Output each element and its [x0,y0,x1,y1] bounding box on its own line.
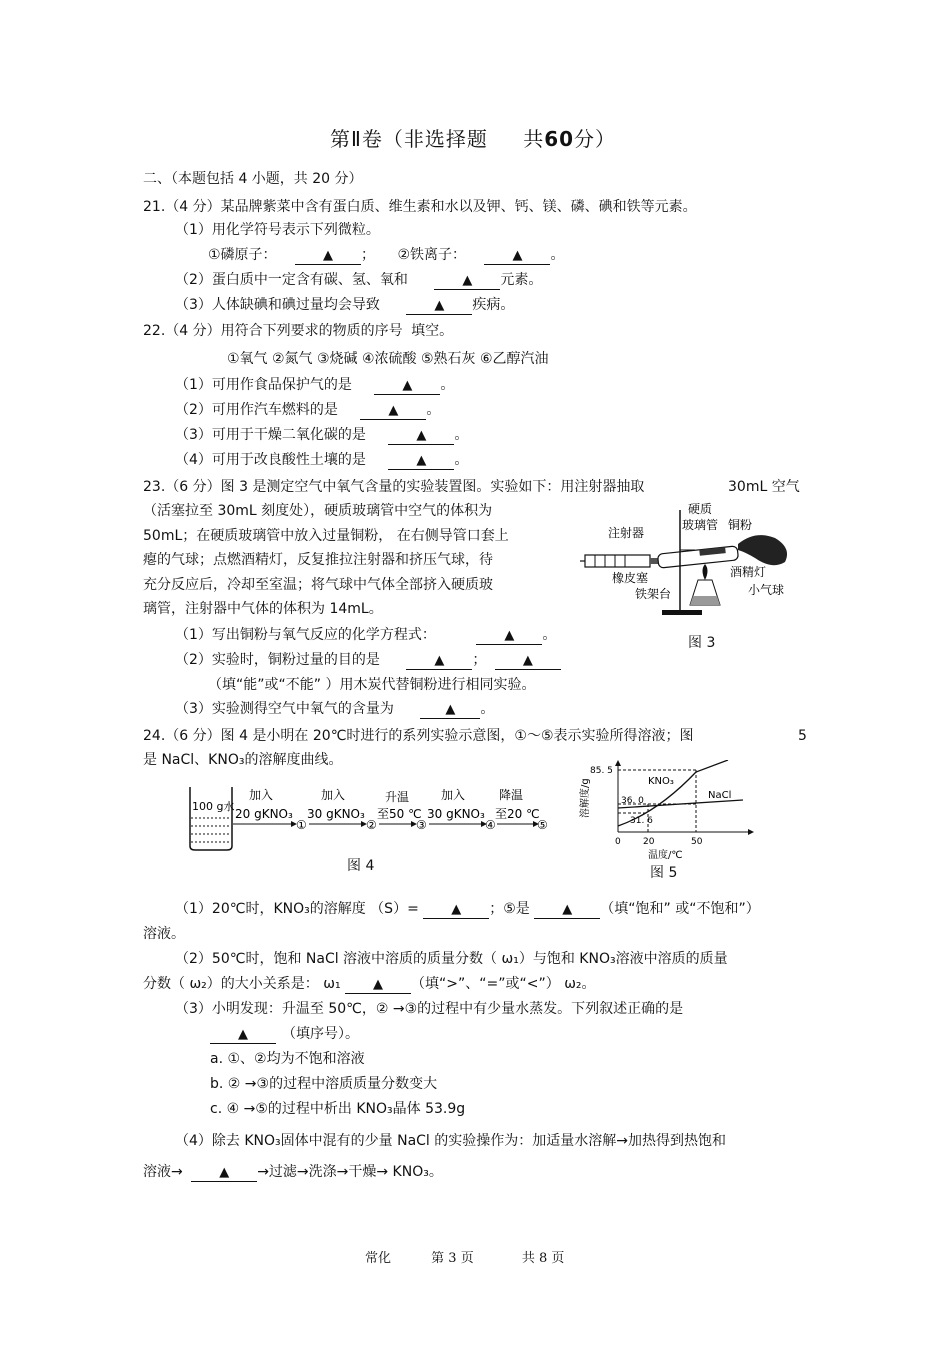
q24-s1-cont: 溶液。 [143,926,185,942]
answer-blank[interactable]: ▲ [423,902,489,919]
figure-4-process [185,782,550,854]
beaker-label: 100 g水 [192,800,235,813]
section-score-unit: 分） [574,127,617,151]
step4-bottom: 30 gKNO₃ [427,807,485,821]
chart-ylabel: 溶解度/g [580,778,591,818]
q23-s3-text: （3）实验测得空气中氧气的含量为 [175,701,394,717]
label-lamp: 酒精灯 [730,565,767,579]
q22-s1-line: （1）可用作食品保护气的是 ▲ 。 [175,377,455,393]
q24-s2b-line [143,975,596,994]
q22-options: ①氧气 ②氮气 ③烧碱 ④浓硫酸 ⑤熟石灰 ⑥乙醇汽油 [227,351,549,367]
q21-s1b-label: ②铁离子： [397,247,467,263]
solution-5: ⑤ [537,818,548,832]
answer-blank[interactable]: ▲ [388,428,454,445]
q22-s4-text: （4）可用于改良酸性土壤的是 [175,452,366,468]
q22-stem: 22.（4 分）用符合下列要求的物质的序号 [143,323,403,339]
q23-l2: （活塞拉至 30mL 刻度处），硬质玻璃管中空气的体积为 [143,503,493,519]
answer-blank[interactable]: ▲ [388,453,454,470]
figure-4-caption: 图 4 [347,858,375,874]
q24-s2b-text: 分数（ ω₂）的大小关系是： ω₁ [143,976,341,992]
page-footer [365,1250,564,1268]
step2-top: 加入 [321,788,346,802]
kno3-label: KNO₃ [648,776,674,787]
y-tick-31.6: 31. 6 [630,816,653,826]
q22-s2-text: （2）可用作汽车燃料的是 [175,402,338,418]
q23-s2b: （填“能”或“不能” ）用木炭代替铜粉进行相同实验。 [208,677,536,693]
q24-s4: （4）除去 KNO₃固体中混有的少量 NaCl 的实验操作为：加适量水溶解→加热得到热饱和 [175,1133,726,1149]
step2-bottom: 30 gKNO₃ [307,807,365,821]
label-tube-a: 硬质 [688,502,713,516]
nacl-label: NaCl [708,790,732,801]
y-tick-36: 36. 0 [621,796,644,806]
q24-s4b-text: 溶液→ [143,1164,183,1180]
q21-s1: （1）用化学符号表示下列微粒。 [175,222,380,238]
q22-s3-line: （3）可用于干燥二氧化碳的是 ▲ 。 [175,427,469,443]
q22-s1-text: （1）可用作食品保护气的是 [175,377,352,393]
q24-option-a: a. ①、②均为不饱和溶液 [210,1051,365,1067]
q22-stem-line [143,322,453,340]
answer-blank[interactable]: ▲ [345,977,411,994]
step5-top: 降温 [499,788,524,802]
glass-tube [657,546,738,568]
label-stand: 铁架台 [635,587,672,601]
label-balloon: 小气球 [748,583,785,597]
y-tick-85.5: 85. 5 [590,766,613,776]
answer-blank[interactable]: ▲ [406,298,472,315]
q22-s2-line: （2）可用作汽车燃料的是 ▲ 。 [175,402,441,418]
q22-stem-end: 填空。 [411,323,454,339]
q21-s1a-label: ①磷原子： [208,247,277,263]
answer-blank[interactable]: ▲ [374,378,440,395]
q23-l1: 23.（6 分）图 3 是测定空气中氧气含量的实验装置图。实验如下：用注射器抽取 [143,479,645,495]
footer-total: 共 8 页 [521,1251,565,1266]
q22-s3-text: （3）可用于干燥二氧化碳的是 [175,427,366,443]
x-tick-20: 20 [643,837,655,847]
section-title [330,127,617,151]
q21-s3-end: 疾病。 [472,297,515,313]
answer-blank[interactable]: ▲ [295,248,361,265]
solution-2: ② [366,818,377,832]
step5-bottom: 至20 ℃ [495,807,540,821]
x-tick-50: 50 [691,837,703,847]
x-tick-0: 0 [615,837,621,847]
section-title-text: 第Ⅱ卷（非选择题 [330,127,488,151]
q21-s2-end: 元素。 [500,272,543,288]
part-heading: 二、（本题包括 4 小题，共 20 分） [143,171,363,187]
q24-s4b-end: →过滤→洗涤→干燥→ KNO₃。 [257,1164,443,1180]
label-syringe: 注射器 [608,526,645,540]
q24-l1: 24.（6 分）图 4 是小明在 20℃时进行的系列实验示意图，①～⑤表示实验所得溶液；图 [143,728,694,744]
q23-s1-line: （1）写出铜粉与氧气反应的化学方程式： ▲ 。 [175,627,557,643]
solution-3: ③ [416,818,427,832]
step4-top: 加入 [441,788,466,802]
q23-s1-text: （1）写出铜粉与氧气反应的化学方程式： [175,627,436,643]
q23-s2-text: （2）实验时，铜粉过量的目的是 [175,652,380,668]
balloon [738,535,787,565]
step3-top: 升温 [385,790,410,804]
chart-xlabel: 温度/℃ [648,850,683,860]
figure-3-caption: 图 3 [688,635,716,651]
label-tube-b: 玻璃管 [682,518,719,532]
q21-s2-line [175,271,542,290]
q24-option-c: c. ④ →⑤的过程中析出 KNO₃晶体 53.9g [210,1101,466,1117]
footer-school: 常化 [365,1251,392,1266]
q23-s2-line: （2）实验时，铜粉过量的目的是 ▲ ； ▲ [175,651,561,670]
figure-5-solubility-chart [578,760,758,860]
answer-blank[interactable]: ▲ [434,273,500,290]
q24-s3b-text: （填序号）。 [282,1026,359,1042]
section-score-label: 共 [523,127,545,151]
q23-l1-end: 30mL 空气 [728,479,800,495]
q24-s1-end: （填“饱和” 或“不饱和”） [600,901,760,917]
figure-3-apparatus [580,500,800,625]
q23-l4: 瘪的气球；点燃酒精灯，反复推拉注射器和挤压气球，待 [143,552,493,568]
q21-s3-text: （3）人体缺碘和碘过量均会导致 [175,297,380,313]
q24-s1-line [175,900,760,919]
answer-blank[interactable]: ▲ [191,1165,257,1182]
answer-blank[interactable]: ▲ [210,1027,276,1044]
q24-l1-end: 5 [798,728,807,744]
q24-s1-text: （1）20℃时，KNO₃的溶解度 （S）= [175,901,419,917]
q24-s2: （2）50℃时，饱和 NaCl 溶液中溶质的质量分数（ ω₁）与饱和 KNO₃溶液中溶质的质量 [175,951,728,967]
q24-l2: 是 NaCl、KNO₃的溶解度曲线。 [143,752,343,768]
q24-s1-mid: ；⑤是 [489,901,530,917]
figure-5-caption: 图 5 [650,865,678,881]
q21-s2-text: （2）蛋白质中一定含有碳、氢、氧和 [175,272,408,288]
q24-option-b: b. ② →③的过程中溶质质量分数变大 [210,1076,438,1092]
answer-blank[interactable]: ▲ [476,628,542,645]
step1-bottom: 20 gKNO₃ [235,807,293,821]
step1-top: 加入 [249,788,274,802]
q23-l6: 璃管，注射器中气体的体积为 14mL。 [143,601,383,617]
q22-s4-line: （4）可用于改良酸性土壤的是 ▲ 。 [175,452,469,468]
section-score-number: 60 [544,127,575,151]
answer-blank[interactable]: ▲ [495,653,561,670]
q21-s1-line: ①磷原子： ▲ ； ②铁离子： ▲ 。 [208,247,565,263]
label-copper: 铜粉 [728,518,753,532]
solution-1: ① [296,818,307,832]
step3-bottom: 至50 ℃ [377,807,422,821]
q21-stem: 21.（4 分）某品牌紫菜中含有蛋白质、维生素和水以及钾、钙、镁、磷、碘和铁等元素。 [143,199,697,215]
answer-blank[interactable]: ▲ [484,248,550,265]
q24-s3: （3）小明发现：升温至 50℃，② →③的过程中有少量水蒸发。下列叙述正确的是 [175,1001,684,1017]
footer-page: 第 3 页 [431,1251,474,1266]
q23-l5: 充分反应后，冷却至室温；将气球中气体全部挤入硬质玻 [143,577,493,593]
label-stopper: 橡皮塞 [612,571,649,585]
solution-4: ④ [485,818,496,832]
q23-l3: 50mL；在硬质玻璃管中放入过量铜粉， 在右侧导管口套上 [143,528,509,544]
answer-blank[interactable]: ▲ [420,702,480,719]
answer-blank[interactable]: ▲ [406,653,472,670]
answer-blank[interactable]: ▲ [534,902,600,919]
q23-s3-line: （3）实验测得空气中氧气的含量为 ▲ 。 [175,701,495,717]
q24-s2b-end: （填“>”、“=”或“<”） ω₂。 [411,976,596,992]
q24-s4b-line [143,1163,443,1182]
q24-s3b-line [210,1025,359,1044]
answer-blank[interactable]: ▲ [360,403,426,420]
q21-s3-line [175,296,514,315]
